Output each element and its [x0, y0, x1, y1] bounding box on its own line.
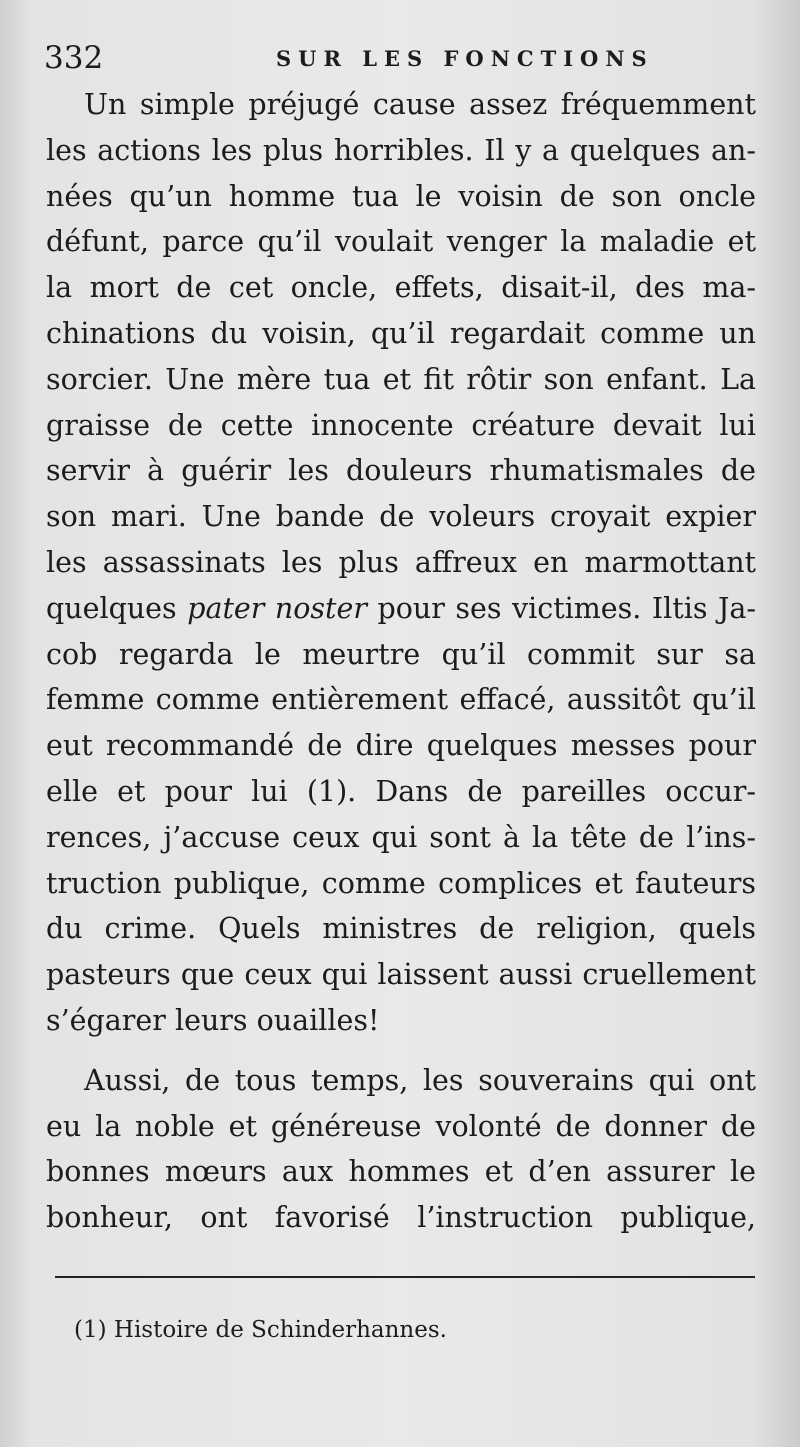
- text-line: son mari. Une bande de voleurs croyait expier: [46, 500, 756, 534]
- text-line: bonheur, ont favorisé l’instruction publique,: [46, 1201, 756, 1235]
- footnote-rule: [55, 1276, 755, 1278]
- running-head: SUR LES FONCTIONS: [276, 46, 654, 71]
- text-line: femme comme entièrement effacé, aussitôt qu’il: [46, 683, 756, 717]
- footnote: (1) Histoire de Schinderhannes.: [74, 1317, 447, 1343]
- italic-phrase: pater noster: [187, 591, 367, 625]
- text-line: eu la noble et généreuse volonté de donner de: [46, 1109, 756, 1143]
- text-line: du crime. Quels ministres de religion, quels: [46, 912, 756, 946]
- text-line: s’égarer leurs ouailles!: [46, 1003, 380, 1037]
- text-line: eut recommandé de dire quelques messes pour: [46, 729, 756, 763]
- paragraph-2: [46, 1058, 756, 1241]
- text-line: elle et pour lui (1). Dans de pareilles occur-: [46, 774, 756, 808]
- text-line: Un simple préjugé cause assez fréquemment: [84, 88, 756, 121]
- text-line: sorcier. Une mère tua et fit rôtir son enfant. La: [46, 362, 756, 396]
- text-line: rences, j’accuse ceux qui sont à la tête de l’ins-: [46, 820, 756, 854]
- text-line: chinations du voisin, qu’il regardait comme un: [46, 316, 756, 350]
- text-line: les assassinats les plus affreux en marmottant: [46, 545, 756, 579]
- text-line: truction publique, comme complices et fauteurs: [46, 866, 756, 900]
- paragraph-1: [46, 82, 756, 1044]
- text-line: Aussi, de tous temps, les souverains qui ont: [84, 1063, 756, 1097]
- text-line: graisse de cette innocente créature devait lui: [46, 408, 756, 442]
- page-number: 332: [44, 40, 104, 76]
- text-line: bonnes mœurs aux hommes et d’en assurer le: [46, 1155, 756, 1189]
- text-line: la mort de cet oncle, effets, disait-il, des ma-: [46, 271, 756, 305]
- page-header: [44, 38, 756, 78]
- text-line: servir à guérir les douleurs rhumatismales de: [46, 454, 756, 488]
- text-line: pasteurs que ceux qui laissent aussi cruellement: [46, 958, 756, 992]
- text-line: les actions les plus horribles. Il y a quelques an-: [46, 133, 756, 167]
- text-segment: pour ses victimes. Iltis Ja-: [366, 591, 757, 625]
- text-line-with-italic: [46, 586, 756, 632]
- text-line: cob regarda le meurtre qu’il commit sur sa: [46, 637, 756, 671]
- text-segment: quelques: [46, 591, 188, 625]
- text-line: défunt, parce qu’il voulait venger la maladie et: [46, 225, 756, 259]
- text-line: nées qu’un homme tua le voisin de son oncle: [46, 179, 756, 213]
- body-text: [46, 82, 756, 1241]
